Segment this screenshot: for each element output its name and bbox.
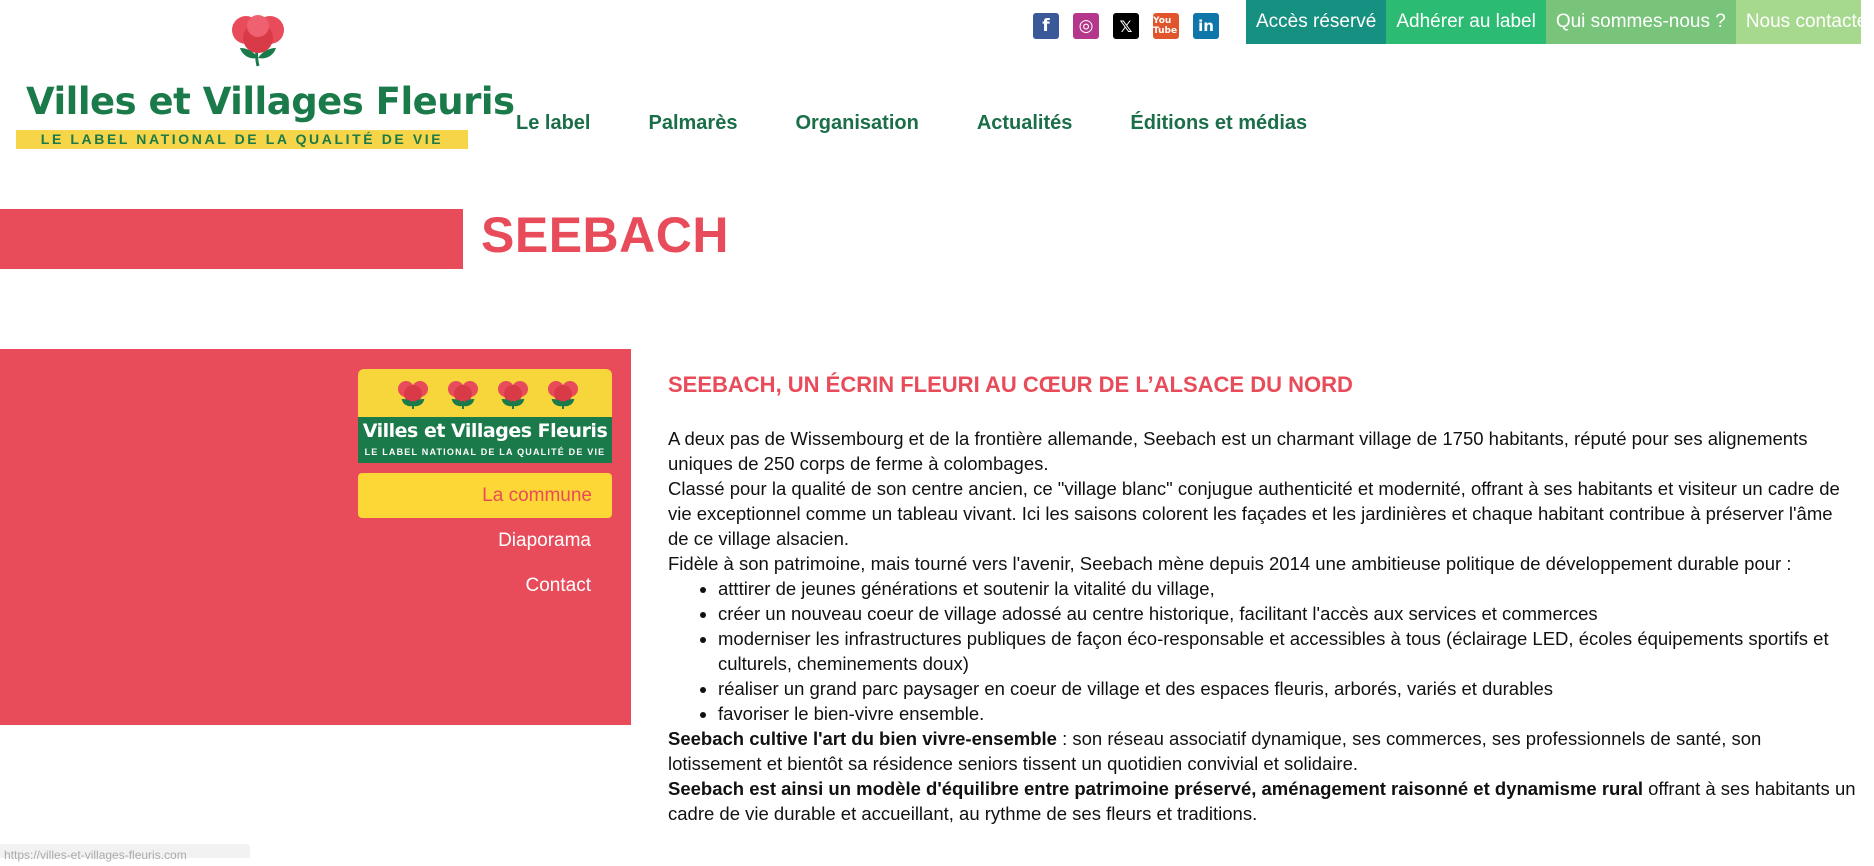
- x-icon[interactable]: 𝕏: [1113, 13, 1139, 39]
- sidebar-item-la-commune[interactable]: La commune: [358, 473, 612, 518]
- youtube-icon[interactable]: You Tube: [1153, 13, 1179, 39]
- social-links: [1033, 13, 1219, 39]
- instagram-icon[interactable]: ◎: [1073, 13, 1099, 39]
- site-logo[interactable]: [16, 14, 515, 148]
- sidebar-item-contact[interactable]: Contact: [525, 575, 591, 596]
- label-tagline: LE LABEL NATIONAL DE LA QUALITÉ DE VIE: [364, 447, 606, 457]
- facebook-icon[interactable]: f: [1033, 13, 1059, 39]
- status-bar-url: https://villes-et-villages-fleuris.com: [0, 844, 250, 858]
- nous-contacter-link[interactable]: Nous contacter: [1736, 0, 1861, 44]
- nav-editions[interactable]: Éditions et médias: [1130, 112, 1308, 134]
- nav-palmares[interactable]: Palmarès: [648, 112, 738, 134]
- flower-icon: [496, 379, 530, 411]
- goals-list: [668, 576, 1858, 726]
- main-content: [668, 372, 1858, 826]
- sidebar-item-diaporama[interactable]: Diaporama: [498, 530, 591, 551]
- list-item: • moderniser les infrastructures publiques de façon éco-responsable et accessibles à tous (éclairage LED, écoles équipements sportifs et culturels, cheminements doux): [718, 626, 1858, 676]
- nav-actualites[interactable]: Actualités: [976, 112, 1073, 134]
- label-flowers: [396, 379, 580, 411]
- list-item: • créer un nouveau coeur de village adossé au centre historique, facilitant l'accès aux services et commerces: [718, 601, 1858, 626]
- flower-icon: [446, 379, 480, 411]
- paragraph-text: offrant à ses habitants un cadre de vie durable et accueillant, au rythme de ses fleurs et traditions.: [668, 778, 1856, 824]
- top-links: [1246, 0, 1874, 44]
- flower-icon: [396, 379, 430, 411]
- title-accent-band: [0, 209, 463, 269]
- flower-logo-icon: [226, 14, 290, 74]
- flower-icon: [546, 379, 580, 411]
- paragraph-text: : son réseau associatif dynamique, ses commerces, ses professionnels de santé, son lotissement et bientôt sa résidence seniors tissent un quotidien convivial et solidaire.: [668, 728, 1762, 774]
- adherer-link[interactable]: Adhérer au label: [1386, 0, 1545, 44]
- nav-organisation[interactable]: Organisation: [795, 112, 919, 134]
- label-brand-text: Villes et Villages Fleuris: [362, 420, 608, 442]
- paragraph: Classé pour la qualité de son centre ancien, ce "village blanc" conjugue authenticité et modernité, offrant à ses habitants et visiteur un cadre de vie exceptionnel comme un tableau vivant. Ici les saisons colorent les façades et les jardinières et chaque habitant contribue à préserver l'âme de ce village alsacien.: [668, 478, 1840, 549]
- bold-text: Seebach cultive l'art du bien vivre-ensemble: [668, 728, 1057, 749]
- logo-tagline: LE LABEL NATIONAL DE LA QUALITÉ DE VIE: [16, 130, 468, 149]
- list-item: • atttirer de jeunes générations et soutenir la vitalité du village,: [718, 576, 1858, 601]
- nav-le-label[interactable]: Le label: [516, 112, 591, 134]
- sidebar-label-logo: [358, 369, 612, 463]
- list-item: • réaliser un grand parc paysager en coeur de village et des espaces fleuris, arborés, variés et durables: [718, 676, 1858, 701]
- paragraph: A deux pas de Wissembourg et de la frontière allemande, Seebach est un charmant village de 1750 habitants, réputé pour ses alignements uniques de 250 corps de ferme à colombages.: [668, 428, 1808, 474]
- paragraph: [668, 776, 1858, 826]
- logo-brand-text: Villes et Villages Fleuris: [26, 80, 515, 123]
- main-nav: [516, 112, 1365, 135]
- linkedin-icon[interactable]: in: [1193, 13, 1219, 39]
- qui-sommes-nous-link[interactable]: Qui sommes-nous ?: [1546, 0, 1736, 44]
- list-item: • favoriser le bien-vivre ensemble.: [718, 701, 1858, 726]
- page-title: SEEBACH: [481, 207, 729, 263]
- paragraph: [668, 726, 1858, 776]
- acces-reserve-link[interactable]: Accès réservé: [1246, 0, 1386, 44]
- paragraph: Fidèle à son patrimoine, mais tourné vers l'avenir, Seebach mène depuis 2014 une ambitieuse politique de développement durable pour :: [668, 553, 1792, 574]
- content-heading: SEEBACH, UN ÉCRIN FLEURI AU CŒUR DE L’ALSACE DU NORD: [668, 372, 1353, 397]
- bold-text: Seebach est ainsi un modèle d'équilibre entre patrimoine préservé, aménagement raisonné et dynamisme rural: [668, 778, 1643, 799]
